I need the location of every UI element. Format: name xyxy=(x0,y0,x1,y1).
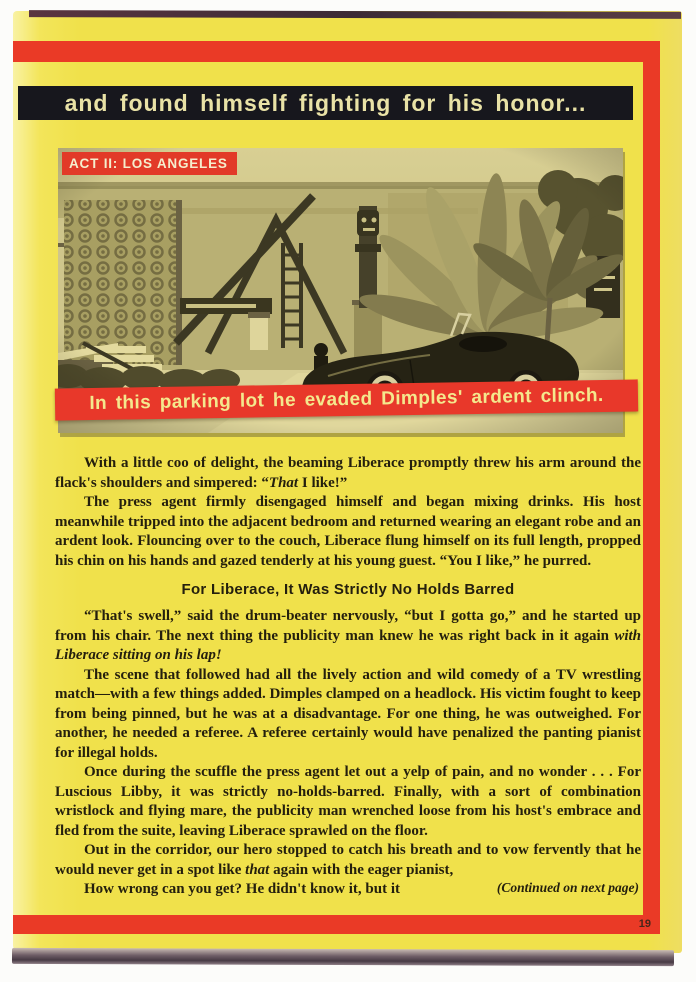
paragraph xyxy=(55,607,641,666)
paragraph: The press agent firmly disengaged himself and began mixing drinks. His host meanwhile tripped into the adjacent bedroom and returned wearing an elegant robe and an ardent look. Flouncing over to the couch, Liberace flung himself on its full length, propped his chin on his hands and gazed tenderly at his young guest. “You I like,” he purred. xyxy=(55,494,641,569)
section-heading: For Liberace, It Was Strictly No Holds Barred xyxy=(181,581,515,598)
paragraph: Once during the scuffle the press agent let out a yelp of pain, and no wonder . . . For Luscious Libby, it was strictly no-holds-barred. Finally, with a sort of combination wristlock and flying mare, the publicity man wrenched loose from his host's embrace and fled from the suite, leaving Liberace sprawled on the floor. xyxy=(55,764,641,839)
paragraph-text: With a little coo of delight, the beaming Liberace promptly threw his arm around the flack's shoulders and simpered: “ xyxy=(55,455,641,491)
headline-text: and found himself fighting for his honor... xyxy=(64,89,587,116)
paragraph-text: Out in the corridor, our hero stopped to catch his breath and to vow fervently that he would never get in a spot like xyxy=(55,842,641,878)
paragraph xyxy=(55,454,641,493)
paragraph-text: How wrong can you get? He didn't know it, but it xyxy=(84,881,401,897)
paragraph: The scene that followed had all the lively action and wild comedy of a TV wrestling match—with a few things added. Dimples clamped on a headlock. His victim fought to keep from being pinned, but he was at a disadvantage. For one thing, he was outweighed. For another, he needed a referee. A referee certainly would have penalized the panting pianist for illegal holds. xyxy=(55,666,641,761)
book-edge-shadow xyxy=(12,948,674,966)
paragraph-text: “That's swell,” said the drum-beater nervously, “but I gotta go,” and he started up from his chair. The next thing the publicity man knew he was right back in it again xyxy=(55,608,641,644)
continued-note: (Continued on next page) xyxy=(496,880,639,895)
paragraph-text: again with the eager pianist, xyxy=(269,861,454,878)
italic-emphasis: with Liberace sitting on his lap! xyxy=(55,627,641,663)
italic-emphasis: that xyxy=(245,861,270,878)
photo-caption-text: In this parking lot he evaded Dimples' ardent clinch. xyxy=(89,384,604,415)
page-number: 19 xyxy=(638,918,651,930)
article-body xyxy=(55,454,641,900)
red-frame-right xyxy=(643,41,660,934)
paragraph xyxy=(55,841,641,880)
red-frame-top xyxy=(13,41,660,62)
red-frame-bottom xyxy=(13,915,660,934)
italic-emphasis: That xyxy=(268,474,299,491)
paragraph-text: I like!” xyxy=(298,474,348,491)
headline-banner xyxy=(18,86,633,120)
act-label: ACT II: LOS ANGELES xyxy=(62,152,237,175)
parking-lot-photo xyxy=(58,148,623,433)
paragraph xyxy=(55,880,641,900)
